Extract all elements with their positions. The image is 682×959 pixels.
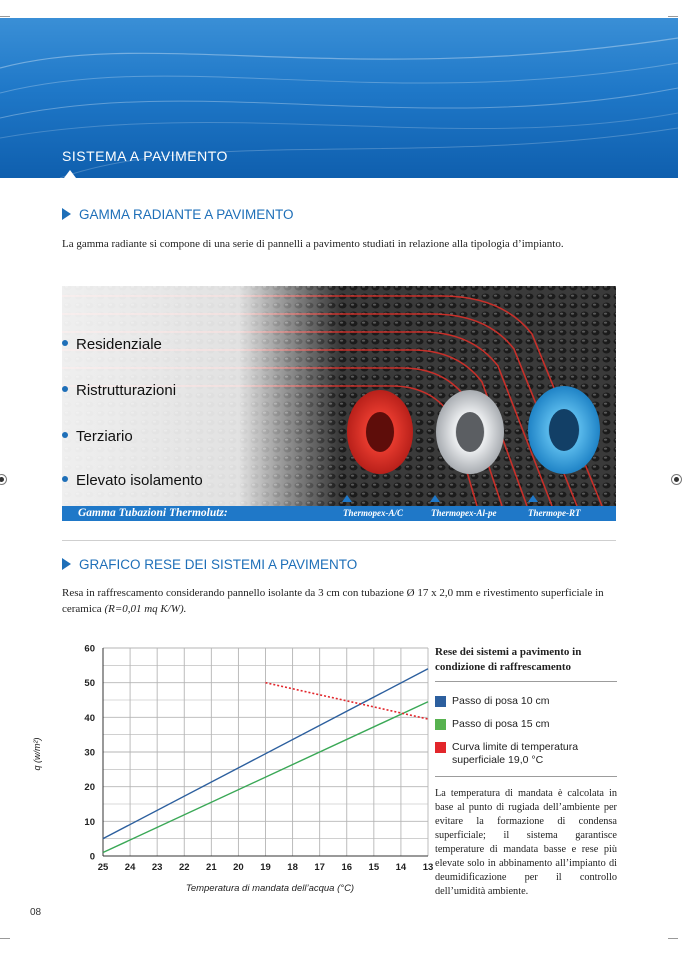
x-tick-label: 19 [260,862,271,873]
x-tick-label: 22 [178,862,190,873]
caption-main: Resa in raffrescamento considerando pannello isolante da 3 cm con tubazione Ø 17 x 2,0 mm e rivestimento superficiale in ceramica [62,587,604,615]
legend-item [435,695,617,708]
registration-mark [0,474,7,485]
marker-arrow-icon [430,495,440,502]
legend-item [435,718,617,731]
chart-ylabel: q (w/m²) [32,737,42,771]
heading-arrow-icon [62,208,71,220]
gamma-heading [62,207,294,222]
x-tick-label: 18 [287,862,298,873]
bullet-dot-icon [62,340,68,346]
x-tick-label: 17 [314,862,325,873]
heading-arrow-icon [62,558,71,570]
y-tick-label: 60 [84,643,95,655]
tube-name: Thermopex-A/C [343,508,403,518]
bullet-dot-icon [62,476,68,482]
x-tick-label: 24 [124,862,136,873]
legend-label: Curva limite di temperatura superficiale 19,0 °C [452,741,579,766]
y-tick-label: 30 [84,747,95,759]
crop-mark [668,938,678,939]
legend-label: Passo di posa 15 cm [452,718,550,730]
page-number: 08 [30,907,42,918]
chart-grid [103,648,428,856]
crop-mark [668,16,678,17]
x-tick-label: 20 [233,862,244,873]
tube-coil-grey [436,390,504,474]
x-tick-label: 23 [151,862,163,873]
x-tick-label: 14 [395,862,407,873]
tube-coil-red [347,390,413,474]
gamma-heading-text: GAMMA RADIANTE A PAVIMENTO [79,207,294,222]
tube-range-label: Gamma Tubazioni Thermolutz: [78,507,228,519]
legend-divider [435,681,617,682]
marker-arrow-icon [342,495,352,502]
bullet-item: Terziario [62,428,133,445]
legend-label: Passo di posa 10 cm [452,695,550,707]
registration-mark [671,474,682,485]
grafico-note: La temperatura di mandata è calcolata in base al punto di rugiada dell’ambiente per evitare la formazione di condensa superficiale; il sistema garantisce temperature di mandata basse e rese più elevate solo in abbinamento all’impianto di deumidificazione per il controllo dell’umidità ambiente. [435,788,617,897]
y-tick-label: 50 [84,678,95,690]
section-title: SISTEMA A PAVIMENTO [62,148,228,164]
bullet-dot-icon [62,386,68,392]
tube-name: Thermope-RT [528,508,581,518]
legend-swatch [435,742,446,753]
marker-arrow-icon [528,495,538,502]
chart-xlabel: Temperatura di mandata dell’acqua (°C) [185,883,355,894]
tube-name: Thermopex-Al-pe [431,508,497,518]
grafico-heading-text: GRAFICO RESE DEI SISTEMI A PAVIMENTO [79,557,358,572]
grafico-heading [62,557,357,572]
bullet-item: Elevato isolamento [62,472,203,489]
tube-coil-blue [528,386,600,474]
banner-notch [64,170,76,178]
x-tick-label: 16 [341,862,353,873]
y-tick-label: 0 [89,851,95,863]
bullet-item: Residenziale [62,336,162,353]
x-tick-label: 13 [422,862,434,873]
crop-mark [0,16,10,17]
x-tick-label: 15 [368,862,380,873]
performance-chart [28,638,434,908]
legend-item [435,741,617,767]
x-tick-label: 21 [206,862,217,873]
crop-mark [0,938,10,939]
bullet-item: Ristrutturazioni [62,382,176,399]
x-tick-label: 25 [97,862,109,873]
tube-range-bar [62,506,616,521]
gamma-intro: La gamma radiante si compone di una serie di pannelli a pavimento studiati in relazione alla tipologia d’impianto. [62,238,564,250]
y-tick-label: 20 [84,782,95,794]
bullet-dot-icon [62,432,68,438]
y-tick-label: 40 [84,712,95,724]
legend-title: Rese dei sistemi a pavimento in condizione di raffrescamento [435,646,582,673]
section-divider [62,540,616,541]
grafico-caption [62,585,618,617]
caption-italic: (R=0,01 mq K/W). [104,603,187,615]
legend-swatch [435,719,446,730]
y-tick-label: 10 [84,816,95,828]
legend-divider [435,776,617,777]
legend-swatch [435,696,446,707]
